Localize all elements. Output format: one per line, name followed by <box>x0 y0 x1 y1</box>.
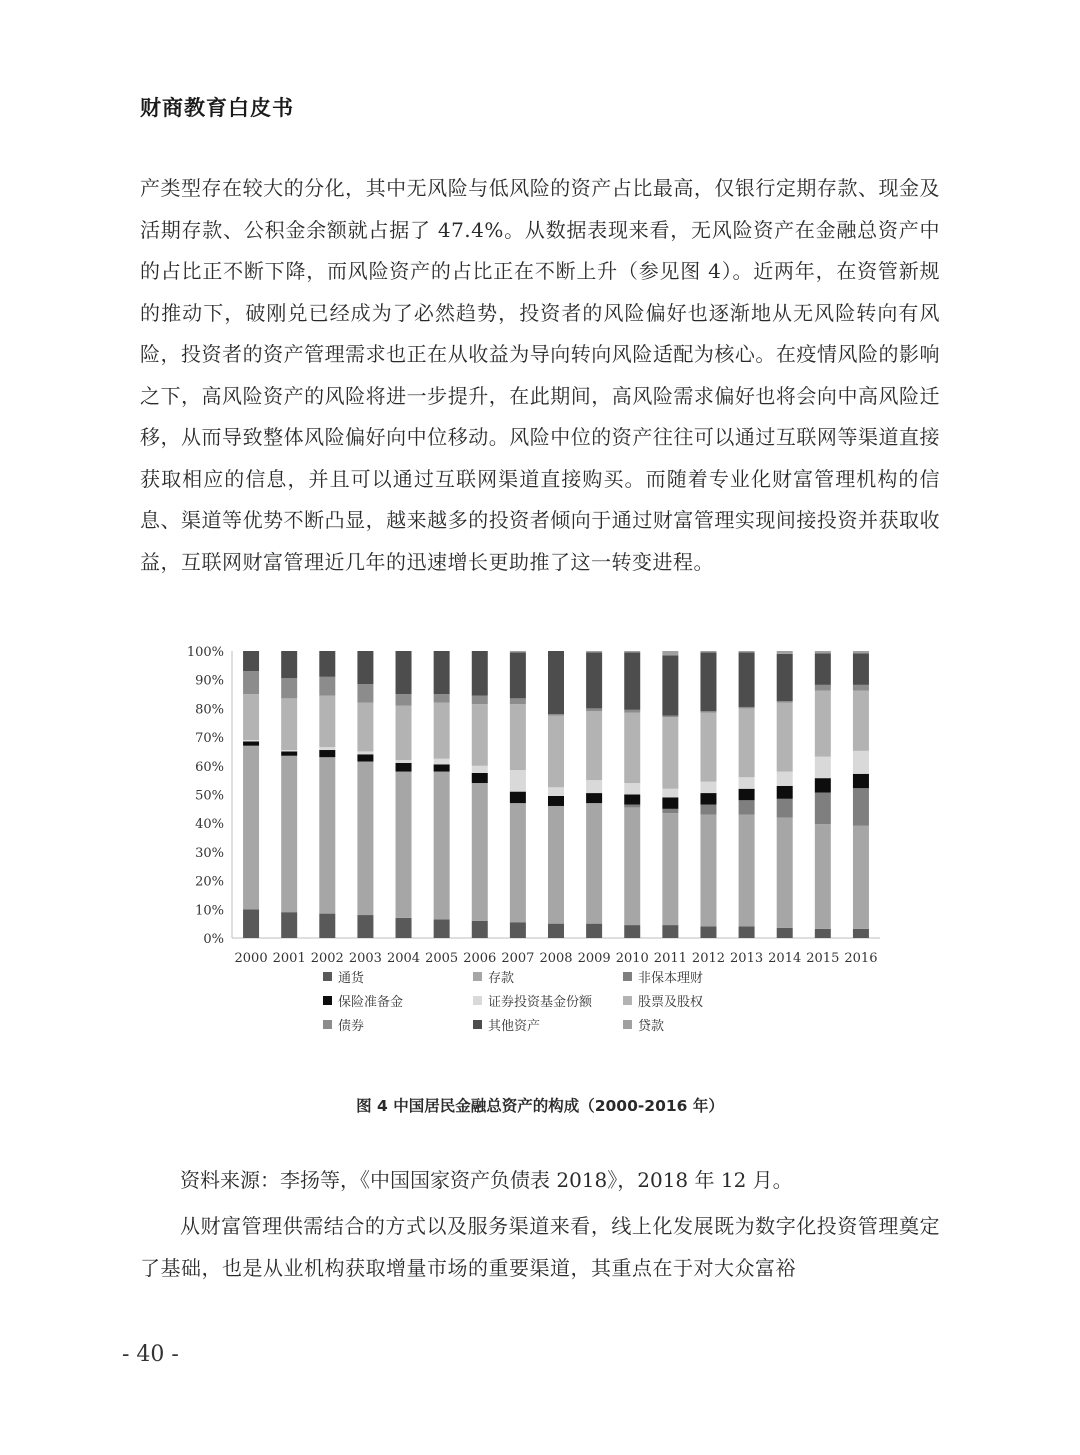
bar-segment <box>472 773 488 783</box>
bar-segment <box>510 704 526 770</box>
x-tick-label: 2014 <box>768 951 802 966</box>
bar-segment <box>243 651 259 671</box>
legend-swatch <box>323 1020 332 1029</box>
bar-segment <box>319 695 335 747</box>
body-paragraph-2: 从财富管理供需结合的方式以及服务渠道来看，线上化发展既为数字化投资管理奠定了基础，也是从业机构获取增量市场的重要渠道，其重点在于对大众富裕 <box>140 1214 940 1280</box>
bar-segment <box>434 759 450 765</box>
bar-segment <box>548 651 564 714</box>
bar-segment <box>319 651 335 677</box>
legend-label: 股票及股权 <box>638 995 704 1010</box>
legend-label: 证券投资基金份额 <box>488 995 593 1010</box>
x-tick-label: 2002 <box>310 951 344 966</box>
bar-segment <box>243 740 259 741</box>
bar-segment <box>853 788 869 825</box>
bar-segment <box>281 751 297 755</box>
x-tick-label: 2004 <box>386 951 421 966</box>
bar-segment <box>281 698 297 750</box>
bar-segment <box>777 799 793 818</box>
legend-swatch <box>623 972 632 981</box>
bar-segment <box>700 805 716 815</box>
legend-swatch <box>623 996 632 1005</box>
bar-segment <box>700 713 716 782</box>
x-tick-label: 2016 <box>844 951 878 966</box>
bar-segment <box>777 703 793 772</box>
bar-segment <box>396 706 412 761</box>
bar-segment <box>357 751 373 754</box>
bar-segment <box>357 915 373 938</box>
bar-segment <box>586 793 602 803</box>
bar-segment <box>434 703 450 759</box>
bar-segment <box>586 708 602 711</box>
bar-segment <box>624 713 640 783</box>
y-tick-label: 30% <box>195 845 224 861</box>
bar-segment <box>815 651 831 653</box>
y-tick-label: 100% <box>186 645 224 660</box>
bar-segment <box>662 797 678 808</box>
bar-segment <box>548 787 564 796</box>
y-tick-label: 40% <box>195 817 224 833</box>
legend-swatch <box>323 972 332 981</box>
x-tick-label: 2012 <box>691 951 726 966</box>
bar-segment <box>662 651 678 655</box>
bar-segment <box>434 764 450 771</box>
bar-segment <box>853 929 869 938</box>
y-tick-label: 10% <box>195 903 224 919</box>
bar-segment <box>624 807 640 925</box>
bar-segment <box>548 796 564 806</box>
bar-segment <box>243 671 259 694</box>
bar-segment <box>853 774 869 788</box>
bar-segment <box>281 912 297 938</box>
body-paragraph: 产类型存在较大的分化，其中无风险与低风险的资产占比最高，仅银行定期存款、现金及活期存款、公积金余额就占据了 47.4%。从数据表现来看，无风险资产在金融总资产中的占比正不断下降，而风险资产的占比正在不断上升（参见图 4）。近两年，在资管新规的推动下，破刚兑已经成为了必然趋势，投资者的风险偏好也逐渐地从无风险转向有风险，投资者的资产管理需求也正在从收益为导向转向风险适配为核心。在疫情风险的影响之下，高风险资产的风险将进一步提升，在此期间，高风险需求偏好也将会向中高风险迁移，从而导致整体风险偏好向中位移动。风险中位的资产往往可以通过互联网等渠道直接获取相应的信息，并且可以通过互联网渠道直接购买。而随着专业化财富管理机构的信息、渠道等优势不断凸显，越来越多的投资者倾向于通过财富管理实现间接投资并获取收益，互联网财富管理近几年的迅速增长更助推了这一转变进程。 <box>140 176 940 574</box>
bar-segment <box>319 914 335 938</box>
bar-segment <box>624 795 640 805</box>
x-tick-label: 2013 <box>730 951 764 966</box>
bar-segment <box>472 704 488 766</box>
bar-segment <box>586 803 602 924</box>
x-tick-label: 2005 <box>425 951 459 966</box>
legend-label: 通货 <box>338 971 365 986</box>
bar-segment <box>739 777 755 788</box>
y-tick-label: 80% <box>195 702 224 718</box>
bar-segment <box>853 651 869 653</box>
bar-segment <box>815 685 831 691</box>
bar-segment <box>739 800 755 814</box>
bar-segment <box>853 685 869 691</box>
x-tick-label: 2011 <box>653 951 687 966</box>
bar-segment <box>243 909 259 938</box>
bar-segment <box>243 746 259 910</box>
bar-segment <box>739 652 755 707</box>
bar-segment <box>624 651 640 652</box>
bar-segment <box>548 924 564 938</box>
legend-label: 其他资产 <box>488 1019 541 1034</box>
bar-segment <box>777 772 793 786</box>
bar-segment <box>777 651 793 654</box>
x-tick-label: 2006 <box>463 951 497 966</box>
x-tick-label: 2000 <box>234 951 268 966</box>
bar-segment <box>319 757 335 913</box>
bar-segment <box>739 789 755 800</box>
bar-segment <box>319 677 335 696</box>
bar-segment <box>472 783 488 921</box>
y-tick-label: 90% <box>195 673 224 689</box>
bar-segment <box>739 927 755 938</box>
x-tick-label: 2015 <box>806 951 840 966</box>
bar-segment <box>472 651 488 695</box>
legend-label: 非保本理财 <box>638 971 704 986</box>
y-tick-label: 60% <box>195 759 224 775</box>
bar-segment <box>815 691 831 757</box>
legend-swatch <box>473 972 482 981</box>
bar-segment <box>243 694 259 740</box>
bar-segment <box>777 654 793 701</box>
bar-segment <box>281 750 297 751</box>
legend-label: 保险准备金 <box>338 995 404 1010</box>
bar-segment <box>853 825 869 928</box>
bar-segment <box>777 701 793 702</box>
bar-segment <box>510 652 526 698</box>
bar-segment <box>396 772 412 918</box>
bar-segment <box>815 653 831 685</box>
bar-segment <box>281 651 297 678</box>
bar-segment <box>815 792 831 824</box>
legend-swatch <box>623 1020 632 1029</box>
legend-label: 存款 <box>488 971 515 986</box>
bar-segment <box>624 783 640 794</box>
bar-segment <box>357 703 373 752</box>
legend-label: 贷款 <box>638 1019 665 1034</box>
bar-segment <box>357 754 373 761</box>
bar-segment <box>739 815 755 927</box>
bar-segment <box>548 714 564 715</box>
x-tick-label: 2009 <box>577 951 611 966</box>
bar-segment <box>662 655 678 715</box>
bar-segment <box>662 716 678 717</box>
bar-segment <box>777 817 793 927</box>
bar-segment <box>586 652 602 708</box>
bar-segment <box>624 652 640 709</box>
bar-segment <box>510 770 526 792</box>
x-tick-label: 2003 <box>348 951 382 966</box>
bar-segment <box>815 778 831 792</box>
bar-segment <box>700 652 716 711</box>
bar-segment <box>777 786 793 799</box>
x-tick-label: 2008 <box>539 951 573 966</box>
bar-segment <box>586 780 602 793</box>
bar-segment <box>700 711 716 712</box>
bar-segment <box>319 750 335 757</box>
bar-segment <box>357 761 373 915</box>
bar-segment <box>700 651 716 652</box>
bar-segment <box>853 653 869 685</box>
bar-segment <box>739 707 755 708</box>
bar-segment <box>662 809 678 813</box>
bar-segment <box>548 806 564 924</box>
bar-segment <box>853 691 869 751</box>
y-tick-label: 50% <box>195 788 224 804</box>
x-tick-label: 2001 <box>272 951 306 966</box>
bar-segment <box>510 922 526 938</box>
page-number: - 40 - <box>122 1342 179 1367</box>
bar-segment <box>662 717 678 789</box>
bar-segment <box>434 919 450 938</box>
bar-segment <box>815 824 831 929</box>
bar-segment <box>662 925 678 938</box>
legend-label: 债券 <box>338 1019 365 1034</box>
x-tick-label: 2007 <box>501 951 535 966</box>
bar-segment <box>662 813 678 925</box>
bar-segment <box>510 651 526 652</box>
bar-segment <box>586 924 602 938</box>
bar-segment <box>281 678 297 698</box>
bar-segment <box>396 760 412 763</box>
bar-segment <box>815 757 831 779</box>
bar-segment <box>586 651 602 652</box>
bar-segment <box>281 756 297 912</box>
bar-segment <box>396 651 412 694</box>
bar-segment <box>434 651 450 694</box>
bar-segment <box>700 927 716 938</box>
bar-segment <box>815 929 831 938</box>
bar-segment <box>434 772 450 920</box>
y-tick-label: 0% <box>203 932 224 947</box>
bar-segment <box>739 708 755 777</box>
bar-segment <box>510 803 526 922</box>
bar-segment <box>434 694 450 703</box>
bar-segment <box>472 695 488 704</box>
bar-segment <box>510 792 526 803</box>
bar-segment <box>472 921 488 938</box>
bar-segment <box>700 815 716 927</box>
legend-swatch <box>473 1020 482 1029</box>
bar-segment <box>662 789 678 798</box>
bar-segment <box>357 684 373 703</box>
figure-4 <box>180 638 900 1043</box>
legend-swatch <box>473 996 482 1005</box>
legend-swatch <box>323 996 332 1005</box>
y-tick-label: 20% <box>195 874 224 890</box>
bar-segment <box>396 918 412 938</box>
bar-segment <box>624 710 640 713</box>
figure-caption: 图 4 中国居民金融总资产的构成（2000-2016 年） <box>356 1097 724 1115</box>
bar-segment <box>243 741 259 745</box>
bar-segment <box>700 782 716 793</box>
bar-segment <box>586 711 602 780</box>
bar-segment <box>357 651 373 684</box>
bar-segment <box>739 651 755 652</box>
bar-segment <box>777 928 793 938</box>
bar-segment <box>624 805 640 808</box>
bar-segment <box>472 766 488 773</box>
bar-segment <box>853 751 869 774</box>
y-tick-label: 70% <box>195 731 224 747</box>
bar-segment <box>396 763 412 772</box>
bar-segment <box>319 747 335 750</box>
bar-segment <box>510 698 526 704</box>
stacked-bar-chart <box>180 638 900 1043</box>
source-note: 资料来源：李扬等，《中国国家资产负债表 2018》，2018 年 12 月。 <box>180 1168 793 1192</box>
x-tick-label: 2010 <box>615 951 649 966</box>
bar-segment <box>396 694 412 705</box>
bar-segment <box>624 925 640 938</box>
bar-segment <box>548 716 564 788</box>
bar-segment <box>700 793 716 804</box>
running-header: 财商教育白皮书 <box>140 96 294 120</box>
